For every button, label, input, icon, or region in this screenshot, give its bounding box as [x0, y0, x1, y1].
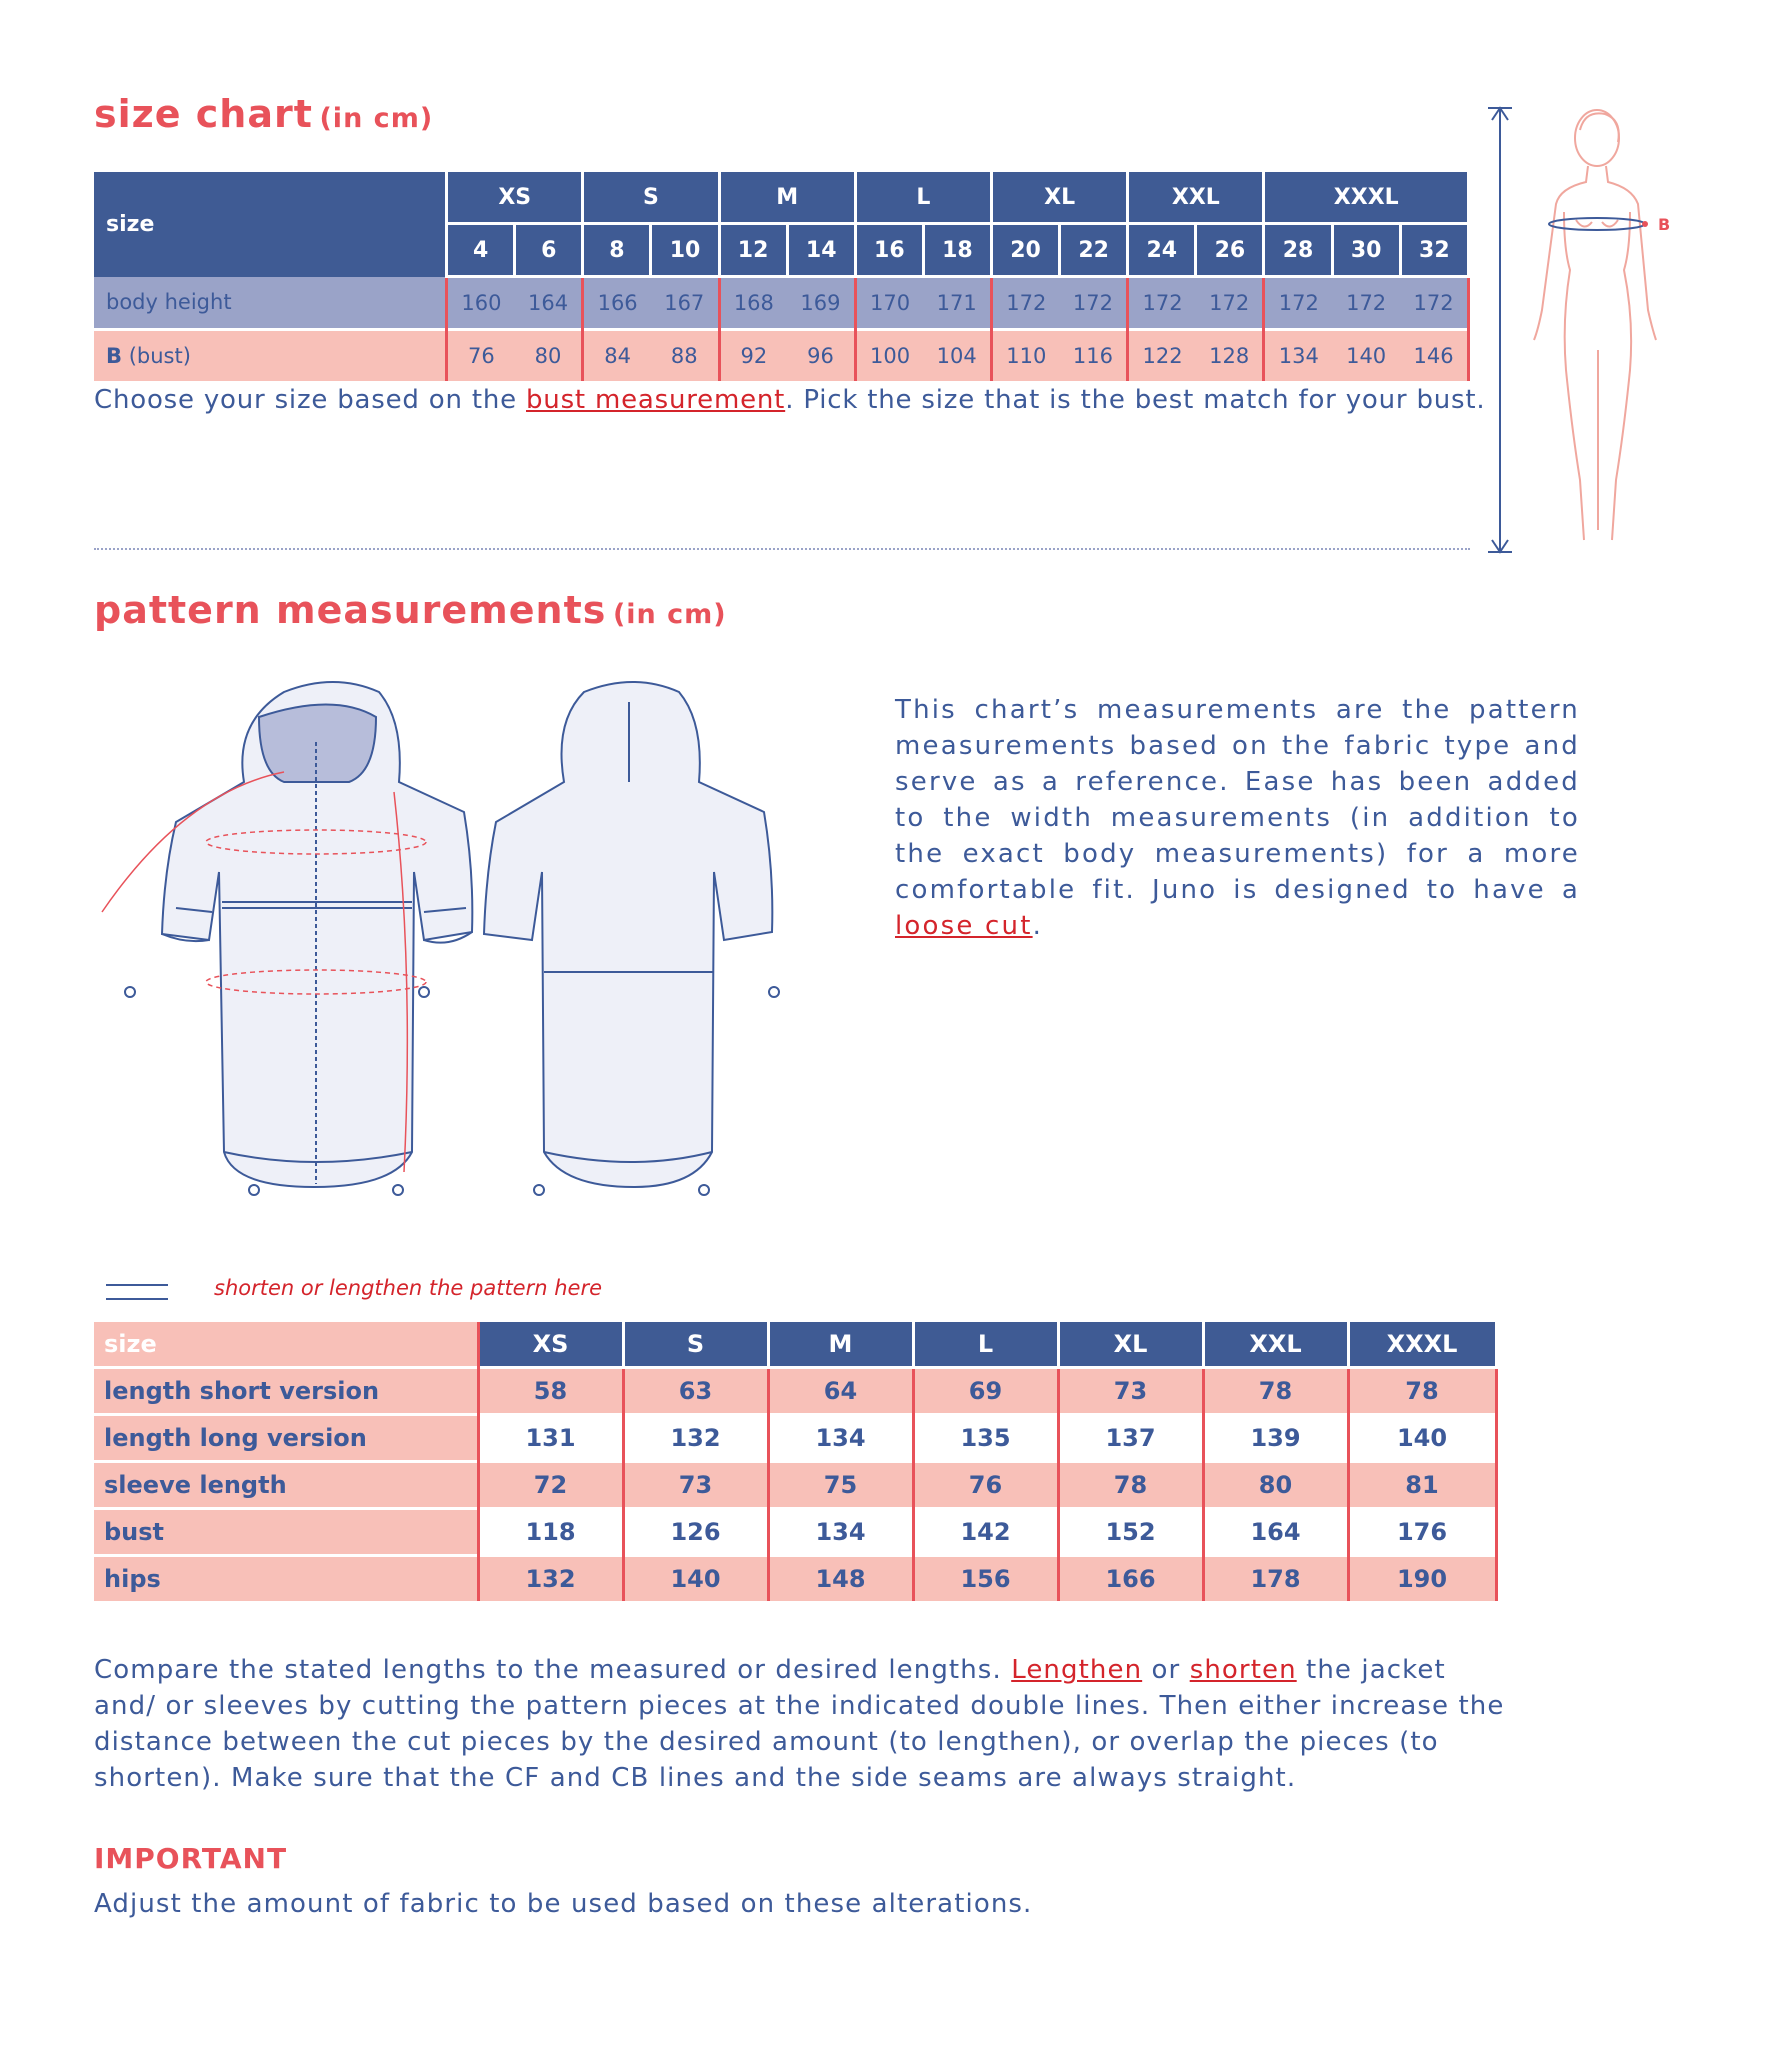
size-group-header: XS	[447, 172, 583, 224]
jacket-front	[125, 682, 472, 1195]
pattern-value: 78	[1348, 1368, 1496, 1415]
alterations-part-3: the jacket and/ or sleeves by cutting the pattern pieces at the indicated double lines. Then either increase the distance between the cut pieces by the desired amount (to lengthen), or overlap the pieces (to shorten). Make sure that the CF and CB lines and the side seams are always straight.	[94, 1655, 1505, 1793]
size-number: 22	[1060, 224, 1128, 277]
size-number: 32	[1400, 224, 1468, 277]
pattern-value: 132	[478, 1556, 623, 1602]
body-height-value: 167	[651, 277, 719, 330]
body-figure-illustration	[1480, 100, 1680, 560]
pattern-unit: (in cm)	[612, 599, 727, 630]
pattern-value: 135	[913, 1415, 1058, 1462]
body-height-value: 164	[515, 277, 583, 330]
pattern-heading	[94, 588, 727, 632]
pattern-value: 166	[1058, 1556, 1203, 1602]
body-height-value: 170	[855, 277, 923, 330]
pattern-value: 63	[623, 1368, 768, 1415]
body-height-label: body height	[94, 277, 447, 330]
pattern-value: 132	[623, 1415, 768, 1462]
bust-value: 84	[583, 330, 651, 382]
size-chart-unit: (in cm)	[319, 103, 434, 134]
pattern-title: pattern measurements	[94, 588, 607, 632]
important-text: Adjust the amount of fabric to be used based on these alterations.	[94, 1889, 1033, 1919]
pattern-value: 118	[478, 1509, 623, 1556]
body-height-value: 172	[1400, 277, 1468, 330]
size-number: 14	[787, 224, 855, 277]
note-text-end: . Pick the size that is the best match for your bust.	[785, 385, 1486, 415]
pattern-column-header: L	[913, 1322, 1058, 1368]
bust-row	[94, 330, 1469, 382]
bust-label-text: (bust)	[128, 344, 191, 368]
bust-value: 134	[1264, 330, 1332, 382]
pattern-column-header: S	[623, 1322, 768, 1368]
size-number: 16	[855, 224, 923, 277]
size-chart-title: size chart	[94, 92, 313, 136]
pattern-value: 73	[1058, 1368, 1203, 1415]
pattern-table-row	[94, 1368, 1496, 1415]
body-height-value: 172	[1128, 277, 1196, 330]
important-heading: IMPORTANT	[94, 1842, 288, 1875]
pattern-value: 78	[1203, 1368, 1348, 1415]
size-chart-note	[94, 382, 1494, 418]
pattern-value: 134	[768, 1509, 913, 1556]
description-text: This chart’s measurements are the pattern measurements based on the fabric type and serve as a reference. Ease has been added to the width measurements (in addition to the exact body measurements) for a more comfortable fit. Juno is designed to have a	[895, 695, 1580, 905]
pattern-value: 164	[1203, 1509, 1348, 1556]
body-height-value: 169	[787, 277, 855, 330]
pattern-column-header: XXL	[1203, 1322, 1348, 1368]
loose-cut-link[interactable]: loose cut	[895, 911, 1033, 941]
pattern-value: 58	[478, 1368, 623, 1415]
bust-value: 88	[651, 330, 719, 382]
size-number: 26	[1196, 224, 1264, 277]
body-height-row	[94, 277, 1469, 330]
pattern-value: 81	[1348, 1462, 1496, 1509]
body-height-value: 172	[1332, 277, 1400, 330]
size-number: 8	[583, 224, 651, 277]
pattern-value: 78	[1058, 1462, 1203, 1509]
body-height-value: 171	[923, 277, 991, 330]
pattern-row-label: length short version	[94, 1368, 478, 1415]
pattern-table-row	[94, 1415, 1496, 1462]
pattern-column-header: XL	[1058, 1322, 1203, 1368]
size-number: 24	[1128, 224, 1196, 277]
size-group-header: XL	[992, 172, 1128, 224]
size-group-row	[94, 172, 1469, 224]
pattern-value: 76	[913, 1462, 1058, 1509]
size-number: 18	[923, 224, 991, 277]
pattern-row-label: length long version	[94, 1415, 478, 1462]
pattern-value: 64	[768, 1368, 913, 1415]
size-number: 4	[447, 224, 515, 277]
pattern-value: 152	[1058, 1509, 1203, 1556]
pattern-value: 80	[1203, 1462, 1348, 1509]
woman-figure	[1534, 110, 1656, 540]
pattern-value: 126	[623, 1509, 768, 1556]
body-height-value: 160	[447, 277, 515, 330]
jacket-technical-drawing	[94, 672, 884, 1212]
bust-label-letter: B	[106, 344, 123, 368]
body-height-value: 172	[1060, 277, 1128, 330]
pattern-value: 178	[1203, 1556, 1348, 1602]
bust-value: 122	[1128, 330, 1196, 382]
pattern-value: 140	[623, 1556, 768, 1602]
note-text: Choose your size based on the	[94, 385, 526, 415]
pattern-header-row	[94, 1322, 1496, 1368]
body-height-value: 172	[992, 277, 1060, 330]
size-number: 6	[515, 224, 583, 277]
size-number: 10	[651, 224, 719, 277]
pattern-value: 176	[1348, 1509, 1496, 1556]
height-arrow	[1488, 108, 1512, 552]
pattern-value: 156	[913, 1556, 1058, 1602]
size-group-header: XXL	[1128, 172, 1264, 224]
size-chart-table	[94, 172, 1470, 381]
body-height-value: 168	[719, 277, 787, 330]
pattern-table-row	[94, 1556, 1496, 1602]
bust-value: 104	[923, 330, 991, 382]
pattern-value: 139	[1203, 1415, 1348, 1462]
pattern-value: 75	[768, 1462, 913, 1509]
size-number: 30	[1332, 224, 1400, 277]
bust-value: 100	[855, 330, 923, 382]
bust-label-b: B	[1658, 215, 1671, 234]
pattern-value: 72	[478, 1462, 623, 1509]
bust-value: 146	[1400, 330, 1468, 382]
bust-value: 116	[1060, 330, 1128, 382]
pattern-value: 137	[1058, 1415, 1203, 1462]
size-group-header: S	[583, 172, 719, 224]
pattern-column-header: XS	[478, 1322, 623, 1368]
pattern-value: 134	[768, 1415, 913, 1462]
alterations-part-2: or	[1142, 1655, 1190, 1685]
bust-value: 96	[787, 330, 855, 382]
double-line-legend-icon	[106, 1284, 168, 1300]
body-height-value: 172	[1264, 277, 1332, 330]
alterations-part-1: Compare the stated lengths to the measured or desired lengths.	[94, 1655, 1012, 1685]
pattern-value: 148	[768, 1556, 913, 1602]
body-height-value: 172	[1196, 277, 1264, 330]
pattern-value: 73	[623, 1462, 768, 1509]
bust-value: 110	[992, 330, 1060, 382]
pattern-table-row	[94, 1509, 1496, 1556]
bust-value: 128	[1196, 330, 1264, 382]
pattern-column-header: XXXL	[1348, 1322, 1496, 1368]
size-number: 12	[719, 224, 787, 277]
pattern-row-label: bust	[94, 1509, 478, 1556]
size-group-header: L	[855, 172, 991, 224]
alterations-text	[94, 1652, 1514, 1796]
pattern-value: 69	[913, 1368, 1058, 1415]
pattern-measurements-table	[94, 1322, 1498, 1601]
jacket-back	[484, 682, 779, 1195]
pattern-value: 131	[478, 1415, 623, 1462]
bust-value: 140	[1332, 330, 1400, 382]
pattern-value: 140	[1348, 1415, 1496, 1462]
bust-value: 92	[719, 330, 787, 382]
shorten-link[interactable]: shorten	[1189, 1655, 1297, 1685]
pattern-value: 142	[913, 1509, 1058, 1556]
size-group-header: XXXL	[1264, 172, 1469, 224]
pattern-description	[895, 692, 1580, 944]
pattern-row-label: hips	[94, 1556, 478, 1602]
pattern-column-header: M	[768, 1322, 913, 1368]
size-chart-heading	[94, 92, 433, 136]
bust-value: 80	[515, 330, 583, 382]
pattern-size-header: size	[94, 1322, 478, 1368]
size-number: 28	[1264, 224, 1332, 277]
lengthen-link[interactable]: Lengthen	[1011, 1655, 1143, 1685]
pattern-table-row	[94, 1462, 1496, 1509]
pattern-row-label: sleeve length	[94, 1462, 478, 1509]
description-end: .	[1032, 911, 1044, 941]
size-group-header: M	[719, 172, 855, 224]
bust-row-label	[94, 330, 447, 382]
bust-value: 76	[447, 330, 515, 382]
size-number: 20	[992, 224, 1060, 277]
legend-text: shorten or lengthen the pattern here	[214, 1276, 602, 1300]
bust-measurement-link[interactable]: bust measurement	[526, 385, 786, 415]
body-height-value: 166	[583, 277, 651, 330]
size-header-label: size	[94, 172, 447, 277]
pattern-value: 190	[1348, 1556, 1496, 1602]
section-divider	[94, 548, 1470, 550]
